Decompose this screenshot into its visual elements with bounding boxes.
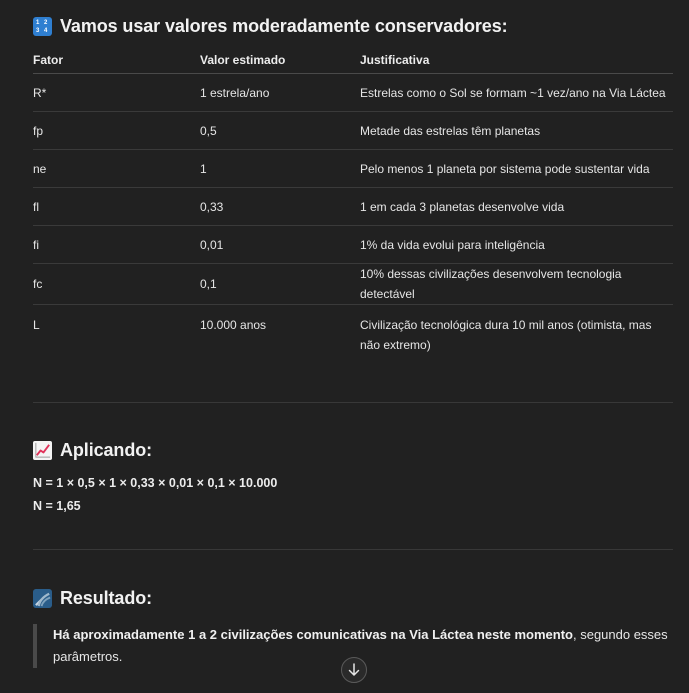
- section-divider: [33, 402, 673, 403]
- table-row: [33, 226, 673, 264]
- cell-justification: Metade das estrelas têm planetas: [360, 112, 673, 150]
- heading-conservative-values: [33, 16, 508, 37]
- heading-applying: [33, 440, 152, 461]
- cell-value: 0,1: [200, 264, 360, 305]
- table-row: [33, 74, 673, 112]
- chart-increasing-icon: [33, 441, 52, 460]
- table-row: [33, 150, 673, 188]
- column-header-factor: Fator: [33, 47, 200, 74]
- cell-justification: 1% da vida evolui para inteligência: [360, 226, 673, 264]
- cell-value: 1 estrela/ano: [200, 74, 360, 112]
- cell-factor: R*: [33, 74, 200, 112]
- table-row: [33, 264, 673, 305]
- cell-factor: fi: [33, 226, 200, 264]
- satellite-antenna-icon: [33, 589, 52, 608]
- cell-value: 1: [200, 150, 360, 188]
- result-qualifier: , segundo esses parâmetros.: [53, 627, 668, 664]
- column-header-value: Valor estimado: [200, 47, 360, 74]
- cell-justification: 10% dessas civilizações desenvolvem tecnologia detectável: [360, 264, 673, 305]
- formula-line: N = 1 × 0,5 × 1 × 0,33 × 0,01 × 0,1 × 10.000: [33, 476, 278, 490]
- heading-title: Aplicando:: [60, 440, 152, 460]
- cell-value: 0,01: [200, 226, 360, 264]
- cell-value: 0,33: [200, 188, 360, 226]
- cell-factor: ne: [33, 150, 200, 188]
- cell-factor: fc: [33, 264, 200, 305]
- cell-justification: Pelo menos 1 planeta por sistema pode sustentar vida: [360, 150, 673, 188]
- table-row: [33, 188, 673, 226]
- table-row: [33, 112, 673, 150]
- section-divider: [33, 549, 673, 550]
- cell-factor: fl: [33, 188, 200, 226]
- arrow-down-icon: [348, 663, 360, 677]
- table-header-row: [33, 47, 673, 74]
- heading-title: Resultado:: [60, 588, 153, 608]
- table-row: [33, 305, 673, 368]
- input-numbers-icon: 1 2 3 4: [33, 17, 52, 36]
- heading-result: [33, 588, 152, 609]
- cell-justification: Civilização tecnológica dura 10 mil anos (otimista, mas não extremo): [360, 318, 652, 352]
- factors-table: [33, 47, 673, 367]
- cell-factor: L: [33, 318, 40, 332]
- column-header-justification: Justificativa: [360, 47, 673, 74]
- formula-result: N = 1,65: [33, 499, 81, 513]
- scroll-to-bottom-button[interactable]: [341, 657, 367, 683]
- cell-justification: Estrelas como o Sol se formam ~1 vez/ano na Via Láctea: [360, 74, 673, 112]
- cell-value: 10.000 anos: [200, 318, 267, 332]
- cell-justification: 1 em cada 3 planetas desenvolve vida: [360, 188, 673, 226]
- cell-value: 0,5: [200, 112, 360, 150]
- result-statement: Há aproximadamente 1 a 2 civilizações comunicativas na Via Láctea neste momento: [53, 627, 573, 642]
- cell-factor: fp: [33, 112, 200, 150]
- heading-title: Vamos usar valores moderadamente conservadores:: [60, 16, 508, 36]
